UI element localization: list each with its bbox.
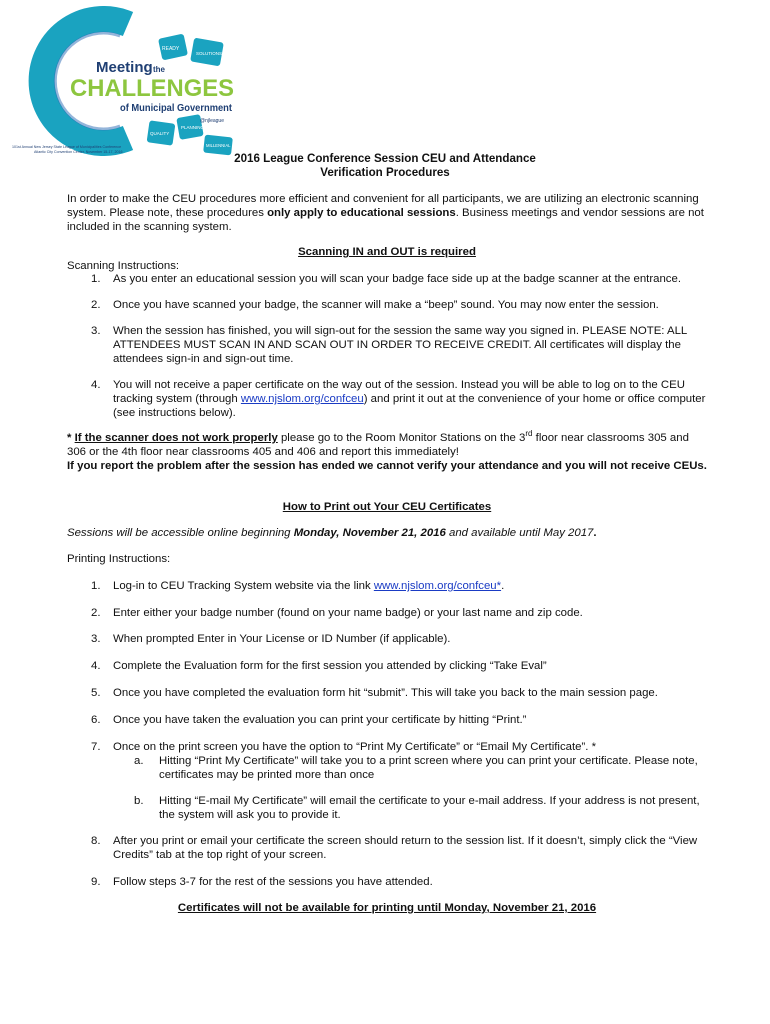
logo-line2: CHALLENGES bbox=[70, 75, 234, 102]
logo-caption: 101st Annual New Jersey State League of Municipalities Conference bbox=[12, 145, 122, 149]
certificates-footer: Certificates will not be available for printing until Monday, November 21, 2016 bbox=[177, 902, 597, 914]
scanning-heading: Scanning IN and OUT is required bbox=[298, 246, 476, 258]
logo-line1b: the bbox=[153, 65, 165, 74]
logo-line1: Meeting bbox=[96, 59, 153, 76]
confceu-link[interactable]: www.njslom.org/confceu bbox=[240, 393, 364, 405]
conference-logo bbox=[8, 6, 238, 156]
puzzle-label: READY bbox=[162, 46, 180, 52]
scanning-label: Scanning Instructions: bbox=[67, 260, 180, 272]
intro-paragraph: In order to make the CEU procedures more efficient and convenient for all participants, we are utilizing an electronic scanning system. Please note, these procedures only apply to educational sessions. Business meetings and vendor sessions are not included in the scanning system. bbox=[67, 193, 704, 233]
logo-caption: Atlantic City Convention Center, November 15-17, 2016 bbox=[34, 150, 123, 154]
logo-graphic bbox=[8, 6, 238, 156]
sessions-note: Sessions will be accessible online beginning Monday, November 21, 2016 and available until May 2017. bbox=[67, 527, 597, 539]
document-subtitle: Verification Procedures bbox=[320, 166, 450, 179]
confceu-login-link[interactable]: www.njslom.org/confceu* bbox=[373, 580, 502, 592]
document-title: 2016 League Conference Session CEU and Attendance bbox=[234, 152, 536, 165]
scanner-note: * If the scanner does not work properly please go to the Room Monitor Stations on the 3rd floor near classrooms 305 and 306 or the 4th floor near classrooms 405 and 406 and report this immediately! bbox=[67, 429, 689, 458]
scanner-warning: If you report the problem after the session has ended we cannot verify your attendance and you will not receive CEUs. bbox=[67, 460, 707, 472]
print-heading: How to Print out Your CEU Certificates bbox=[282, 501, 492, 513]
logo-handle: @njleague bbox=[200, 118, 224, 124]
puzzle-label: PLANNING bbox=[181, 125, 205, 130]
logo-line3: of Municipal Government bbox=[120, 103, 233, 114]
puzzle-label: QUALITY bbox=[150, 131, 170, 136]
printing-label: Printing Instructions: bbox=[67, 553, 171, 565]
puzzle-label: MILLENNIAL bbox=[206, 143, 231, 148]
puzzle-label: SOLUTIONS bbox=[196, 51, 223, 56]
